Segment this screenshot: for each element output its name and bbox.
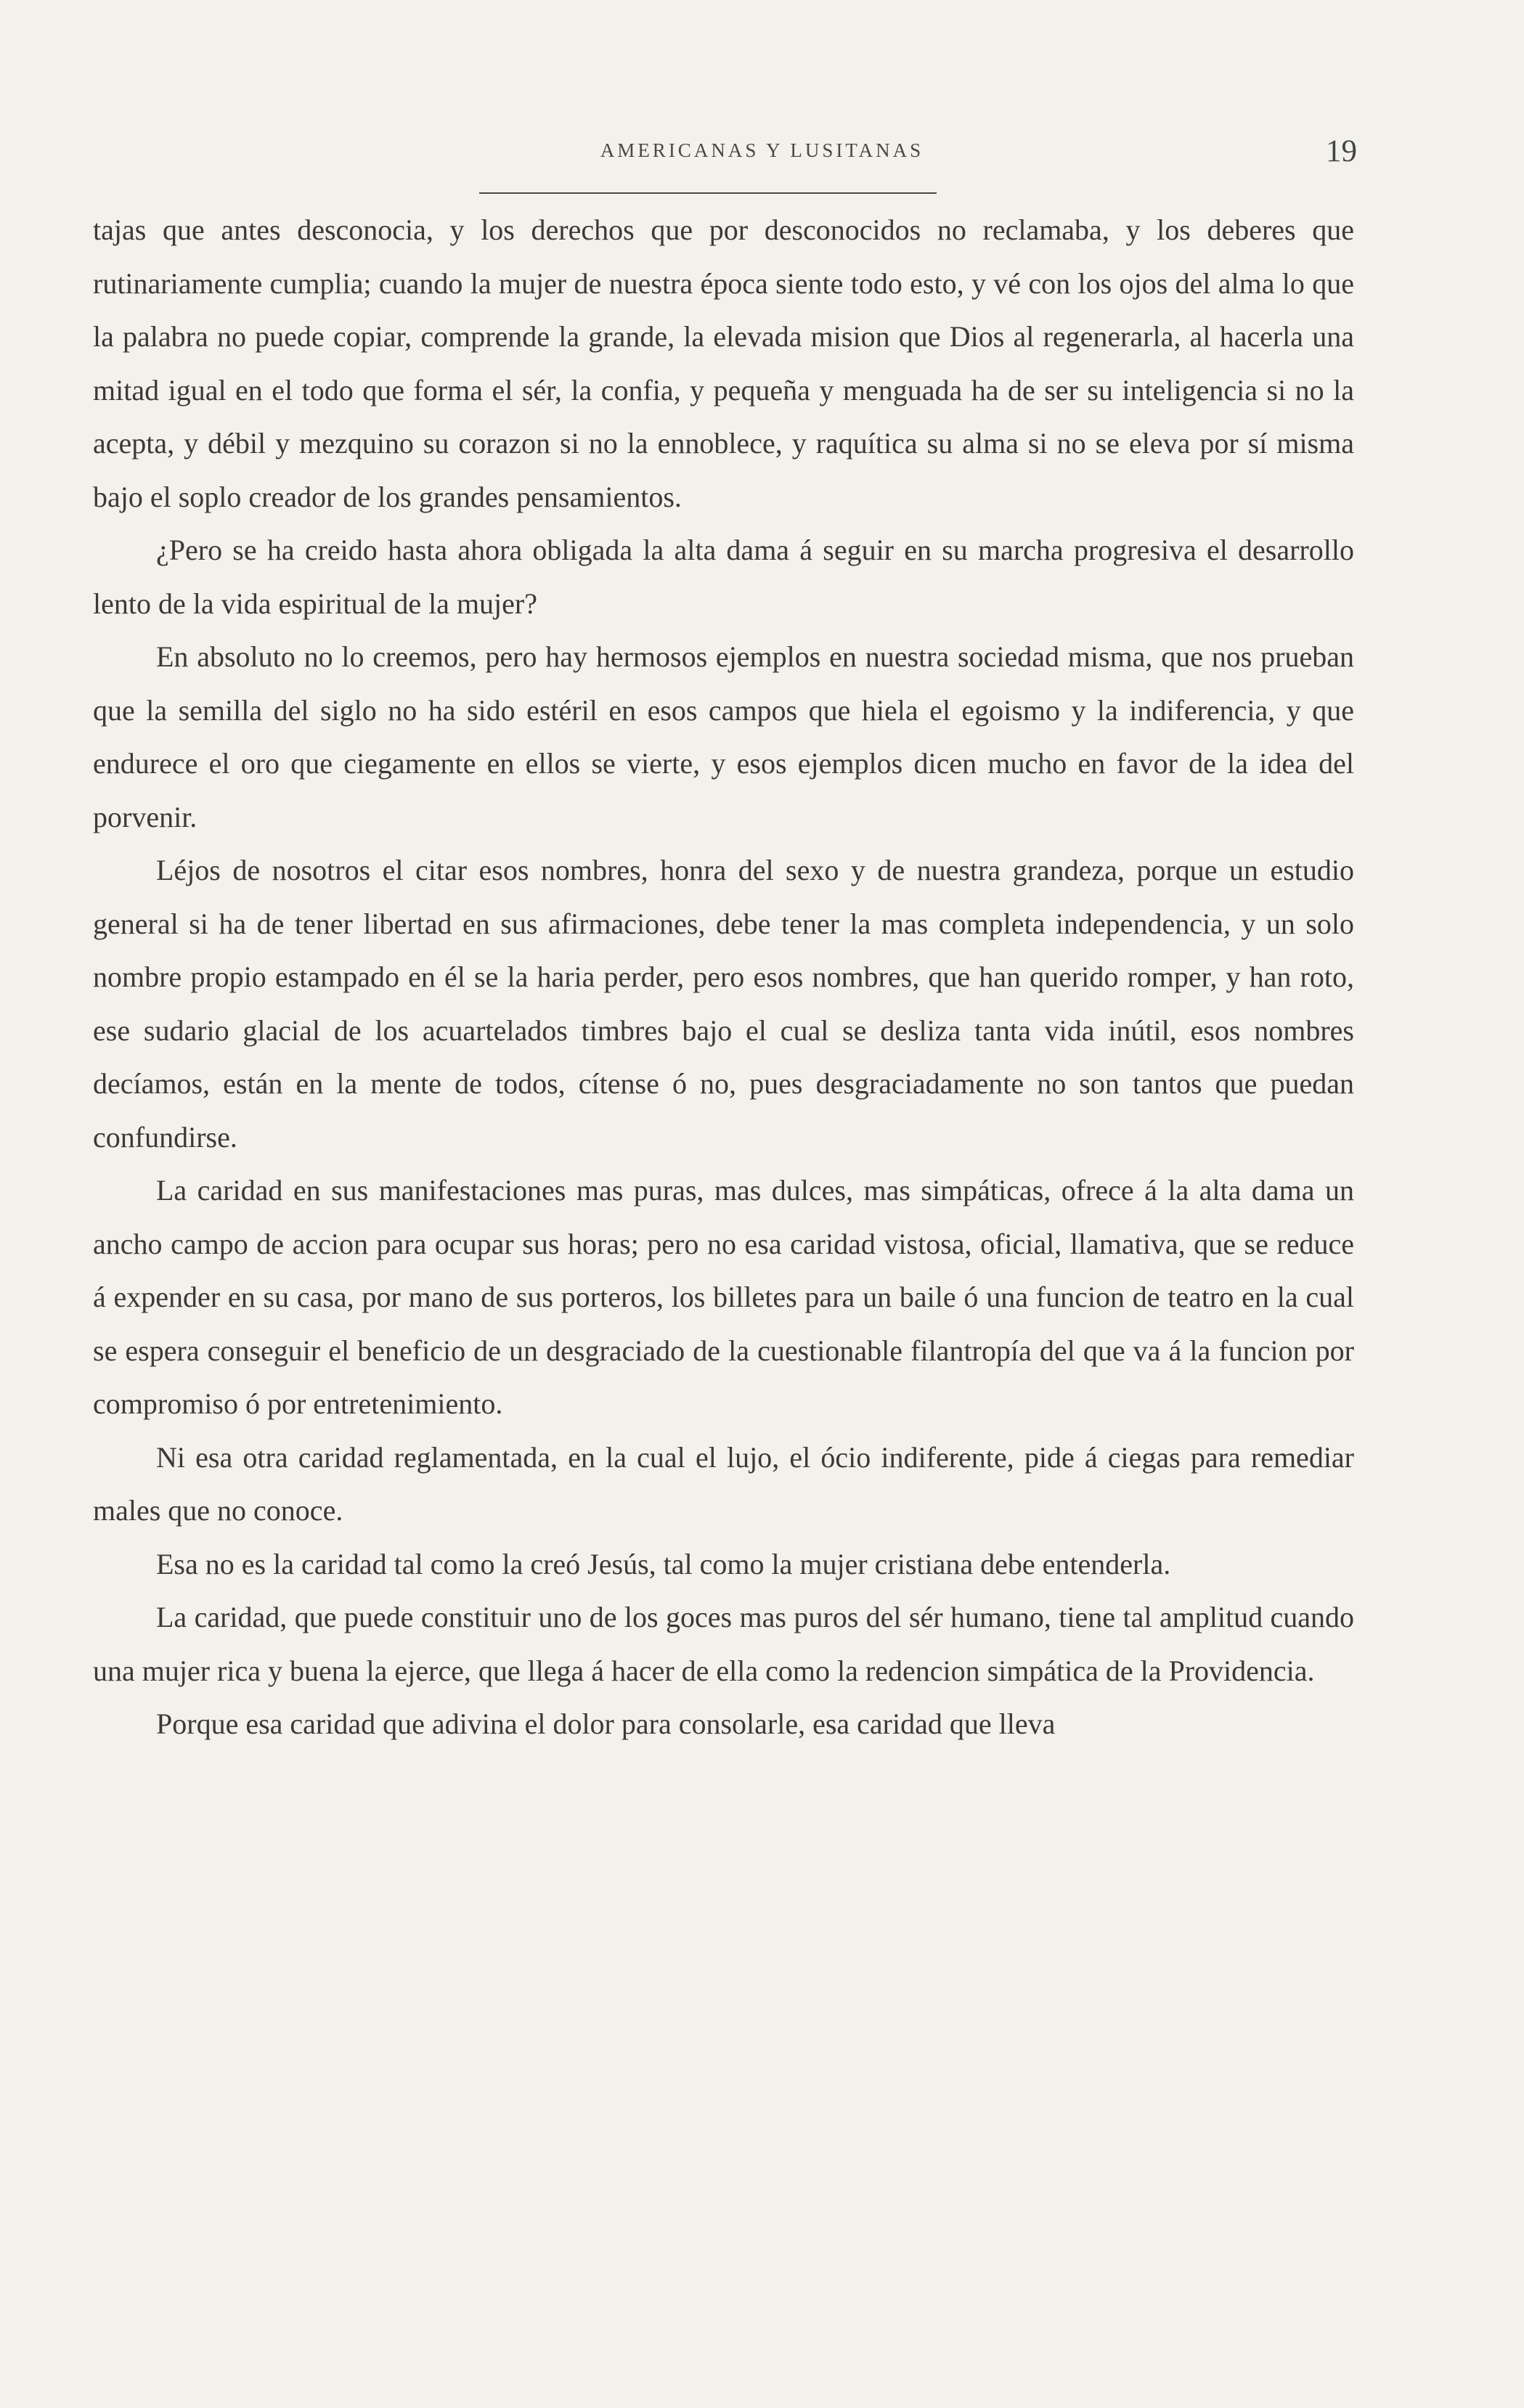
paragraph-4: Léjos de nosotros el citar esos nombres, honra del sexo y de nuestra grandeza, porque un estudio general si ha de tener libertad en sus afirmaciones, debe tener la mas completa independencia, y un solo nombre propio estampado en él se la haria perder, pero esos nombres, que han querido romper, y han roto, ese sudario glacial de los acuartelados timbres bajo el cual se desliza tanta vida inútil, esos nombres decíamos, están en la mente de todos, cítense ó no, pues desgraciadamente no son tantos que puedan confundirse. [93, 854, 1354, 1154]
paragraph-3: En absoluto no lo creemos, pero hay hermosos ejemplos en nuestra sociedad misma, que nos prueban que la semilla del siglo no ha sido estéril en esos campos que hiela el egoismo y la indiferencia, y que endurece el oro que ciegamente en ellos se vierte, y esos ejemplos dicen mucho en favor de la idea del porvenir. [93, 640, 1354, 833]
paragraph-8: La caridad, que puede constituir uno de los goces mas puros del sér humano, tiene tal amplitud cuando una mujer rica y buena la ejerce, que llega á hacer de ella como la redencion simpática de la Providencia. [93, 1601, 1354, 1687]
page-number: 19 [1326, 134, 1357, 168]
paragraph-2: ¿Pero se ha creido hasta ahora obligada la alta dama á seguir en su marcha progresiva el desarrollo lento de la vida espiritual de la mujer? [93, 534, 1354, 620]
paragraph-6: Ni esa otra caridad reglamentada, en la cual el lujo, el ócio indiferente, pide á ciegas para remediar males que no conoce. [93, 1440, 1354, 1527]
body-text [93, 203, 1354, 1751]
running-title: AMERICANAS Y LUSITANAS [600, 139, 924, 161]
running-head [0, 134, 1524, 171]
header-rule [479, 192, 937, 194]
paragraph-1: tajas que antes desconocia, y los derechos que por desconocidos no reclamaba, y los deberes que rutinariamente cumplia; cuando la mujer de nuestra época siente todo esto, y vé con los ojos del alma lo que la palabra no puede copiar, comprende la grande, la elevada mision que Dios al regenerarla, al hacerla una mitad igual en el todo que forma el sér, la confia, y pequeña y menguada ha de ser su inteligencia si no la acepta, y débil y mezquino su corazon si no la ennoblece, y raquítica su alma si no se eleva por sí misma bajo el soplo creador de los grandes pensamientos. [93, 213, 1354, 513]
paragraph-9: Porque esa caridad que adivina el dolor para consolarle, esa caridad que lleva [156, 1707, 1056, 1740]
paragraph-5: La caridad en sus manifestaciones mas puras, mas dulces, mas simpáticas, ofrece á la alta dama un ancho campo de accion para ocupar sus horas; pero no esa caridad vistosa, oficial, llamativa, que se reduce á expender en su casa, por mano de sus porteros, los billetes para un baile ó una funcion de teatro en la cual se espera conseguir el beneficio de un desgraciado de la cuestionable filantropía del que va á la funcion por compromiso ó por entretenimiento. [93, 1174, 1354, 1420]
paragraph-7: Esa no es la caridad tal como la creó Jesús, tal como la mujer cristiana debe entenderla. [156, 1547, 1171, 1580]
